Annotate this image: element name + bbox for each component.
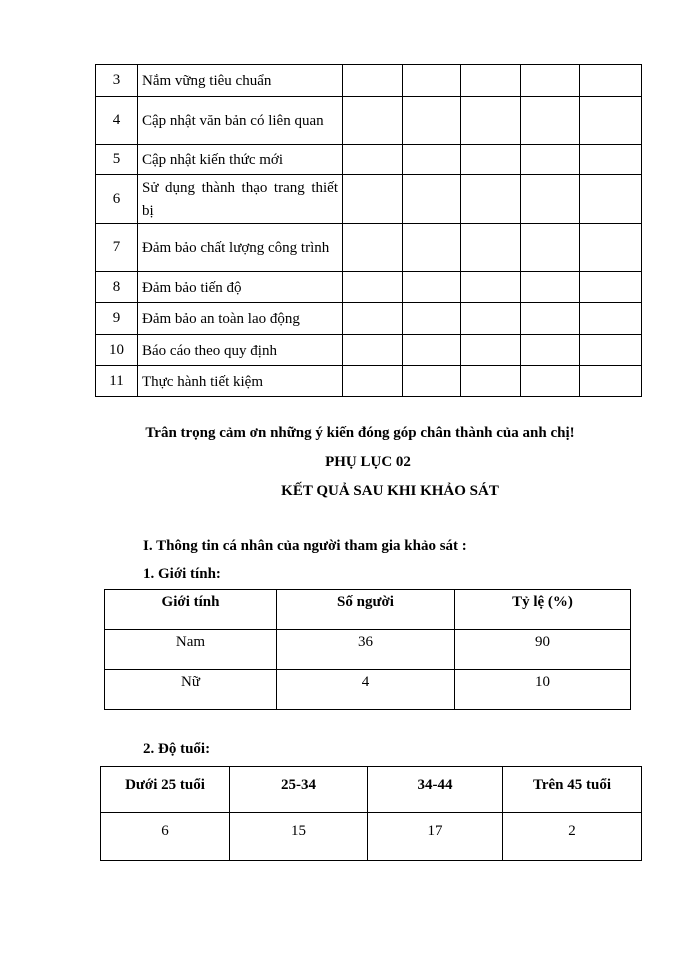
rating-cell [461,335,521,366]
column-header: Số người [277,590,455,630]
table-row [105,630,631,670]
criterion-text: Đảm bảo tiến độ [138,272,343,303]
column-header: Giới tính [105,590,277,630]
rating-cell [521,65,580,97]
criterion-text: Thực hành tiết kiệm [138,366,343,397]
criterion-text: Đảm bảo chất lượng công trình [138,224,343,272]
appendix-title: PHỤ LỤC 02 [325,454,411,470]
thanks-message: Trân trọng cảm ơn những ý kiến đóng góp chân thành của anh chị! [145,425,575,441]
rating-cell [580,303,642,335]
table-row [105,670,631,710]
rating-cell [343,175,403,224]
column-header: Trên 45 tuổi [503,767,642,813]
rating-cell [580,65,642,97]
table-row [96,145,642,175]
criterion-text: Cập nhật văn bản có liên quan [138,97,343,145]
table-row [101,813,642,861]
rating-cell [461,175,521,224]
table-row [96,65,642,97]
row-number: 3 [96,65,138,97]
criteria-table [95,64,642,397]
rating-cell [461,65,521,97]
rating-cell [343,224,403,272]
criterion-text: Nắm vững tiêu chuẩn [138,65,343,97]
rating-cell [403,97,461,145]
row-number: 8 [96,272,138,303]
rating-cell [521,335,580,366]
criterion-text: Sử dụng thành thạo trang thiết bị [138,175,343,224]
row-number: 10 [96,335,138,366]
rating-cell [343,97,403,145]
row-number: 11 [96,366,138,397]
rating-cell [461,303,521,335]
column-header: Dưới 25 tuổi [101,767,230,813]
table-header-row [105,590,631,630]
table-cell: 90 [455,630,631,670]
rating-cell [343,65,403,97]
table-cell: 4 [277,670,455,710]
rating-cell [580,145,642,175]
rating-cell [343,145,403,175]
rating-cell [343,366,403,397]
column-header: 25-34 [230,767,368,813]
rating-cell [403,224,461,272]
rating-cell [461,272,521,303]
rating-cell [521,175,580,224]
table-row [96,175,642,224]
rating-cell [403,145,461,175]
rating-cell [580,224,642,272]
rating-cell [580,272,642,303]
rating-cell [343,272,403,303]
rating-cell [461,366,521,397]
rating-cell [343,335,403,366]
table-row [96,303,642,335]
row-number: 9 [96,303,138,335]
rating-cell [521,303,580,335]
table-header-row [101,767,642,813]
rating-cell [580,175,642,224]
rating-cell [461,224,521,272]
table-row [96,272,642,303]
table-cell: 2 [503,813,642,861]
table-cell: 10 [455,670,631,710]
row-number: 4 [96,97,138,145]
rating-cell [403,366,461,397]
table-cell: 17 [368,813,503,861]
table-row [96,366,642,397]
table-cell: 36 [277,630,455,670]
criterion-text: Báo cáo theo quy định [138,335,343,366]
rating-cell [403,335,461,366]
rating-cell [461,145,521,175]
rating-cell [403,175,461,224]
rating-cell [580,366,642,397]
rating-cell [521,145,580,175]
rating-cell [403,303,461,335]
rating-cell [343,303,403,335]
table-cell: Nam [105,630,277,670]
rating-cell [580,335,642,366]
table-row [96,224,642,272]
results-title: KẾT QUẢ SAU KHI KHẢO SÁT [281,483,499,499]
gender-heading: 1. Giới tính: [143,566,221,582]
criterion-text: Đảm bảo an toàn lao động [138,303,343,335]
table-row [96,335,642,366]
rating-cell [580,97,642,145]
row-number: 6 [96,175,138,224]
table-row [96,97,642,145]
column-header: Tỷ lệ (%) [455,590,631,630]
gender-table [104,589,631,710]
table-cell: Nữ [105,670,277,710]
section-heading: I. Thông tin cá nhân của người tham gia khảo sát : [143,538,467,554]
column-header: 34-44 [368,767,503,813]
rating-cell [521,366,580,397]
row-number: 5 [96,145,138,175]
rating-cell [521,97,580,145]
age-table [100,766,642,861]
age-heading: 2. Độ tuổi: [143,741,211,757]
table-cell: 15 [230,813,368,861]
rating-cell [403,272,461,303]
rating-cell [403,65,461,97]
rating-cell [461,97,521,145]
criterion-text: Cập nhật kiến thức mới [138,145,343,175]
table-cell: 6 [101,813,230,861]
row-number: 7 [96,224,138,272]
rating-cell [521,224,580,272]
rating-cell [521,272,580,303]
